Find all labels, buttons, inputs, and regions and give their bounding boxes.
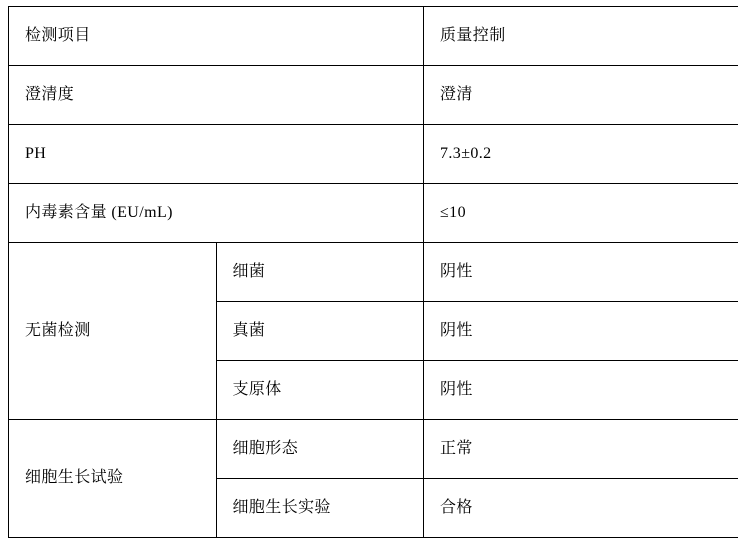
table-row <box>9 420 738 479</box>
table-row <box>9 125 738 184</box>
row-label: PH <box>9 125 424 184</box>
sub-item-value: 阴性 <box>424 361 738 420</box>
table-row <box>9 243 738 302</box>
table-row <box>9 66 738 125</box>
sub-item-value: 阴性 <box>424 302 738 361</box>
row-value: 质量控制 <box>424 7 738 66</box>
table-row <box>9 184 738 243</box>
sub-item-value: 正常 <box>424 420 738 479</box>
group-label-sterility: 无菌检测 <box>9 243 217 420</box>
sub-item-name: 细菌 <box>216 243 424 302</box>
row-label: 检测项目 <box>9 7 424 66</box>
row-value: ≤10 <box>424 184 738 243</box>
sub-item-value: 阴性 <box>424 243 738 302</box>
quality-control-table <box>8 6 738 538</box>
sub-item-value: 合格 <box>424 479 738 538</box>
sub-item-name: 真菌 <box>216 302 424 361</box>
table-row <box>9 7 738 66</box>
row-value: 7.3±0.2 <box>424 125 738 184</box>
row-label: 内毒素含量 (EU/mL) <box>9 184 424 243</box>
sub-item-name: 细胞生长实验 <box>216 479 424 538</box>
row-label: 澄清度 <box>9 66 424 125</box>
row-value: 澄清 <box>424 66 738 125</box>
table-body <box>9 7 738 538</box>
group-label-cell-growth: 细胞生长试验 <box>9 420 217 538</box>
sub-item-name: 支原体 <box>216 361 424 420</box>
sub-item-name: 细胞形态 <box>216 420 424 479</box>
document-page <box>0 6 738 547</box>
